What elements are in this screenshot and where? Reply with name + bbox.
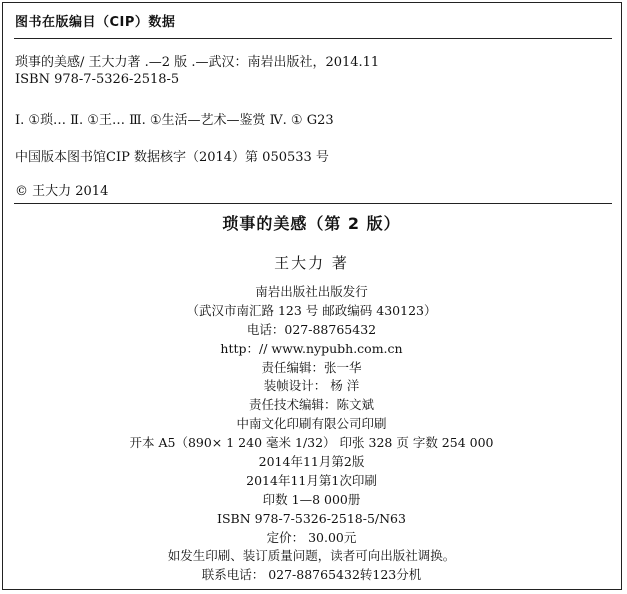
- print-run-line: 印数 1—8 000册: [262, 491, 361, 507]
- printer-line: 中南文化印刷有限公司印刷: [236, 416, 387, 432]
- address-line: （武汉市南汇路 123 号 邮政编码 430123）: [186, 302, 437, 318]
- edition-line: 2014年11月第2版: [258, 454, 365, 470]
- notice-line: 如发生印刷、装订质量问题，读者可向出版社调换。: [167, 548, 456, 564]
- url-line: http：// www.nypubh.com.cn: [220, 340, 403, 356]
- cip-subjects-line: Ⅰ. ①琐… Ⅱ. ①王… Ⅲ. ①生活—艺术—鉴赏 Ⅳ. ① G23: [15, 113, 334, 128]
- book-title: 琐事的美感（第 2 版）: [222, 214, 401, 233]
- cip-bottom-rule: [14, 203, 612, 204]
- book-author: 王大力 著: [274, 254, 349, 272]
- phone-line: 电话：027-88765432: [246, 321, 377, 337]
- isbn-full-line: ISBN 978-7-5326-2518-5/N63: [217, 510, 406, 526]
- cip-number-line: 中国版本图书馆CIP 数据核字（2014）第 050533 号: [15, 150, 329, 165]
- cip-top-rule: [14, 38, 612, 39]
- cip-header: 图书在版编目（CIP）数据: [15, 15, 176, 30]
- publisher-line: 南岩出版社出版发行: [255, 284, 368, 299]
- copyright-line: © 王大力 2014: [15, 184, 109, 199]
- price-line: 定价： 30.00元: [266, 529, 357, 545]
- editor-line: 责任编辑：张一华: [261, 359, 362, 375]
- contact-line: 联系电话： 027-88765432转123分机: [201, 567, 422, 583]
- tech-editor-line: 责任技术编辑：陈文斌: [248, 397, 374, 413]
- designer-line: 装帧设计： 杨 洋: [263, 378, 360, 394]
- printing-line: 2014年11月第1次印刷: [246, 472, 377, 488]
- format-line: 开本 A5（890× 1 240 毫米 1/32） 印张 328 页 字数 254 000: [129, 435, 494, 451]
- cip-record-line: 琐事的美感/ 王大力著 .—2 版 .—武汉：南岩出版社，2014.11: [15, 55, 380, 70]
- publication-info: [0, 283, 623, 585]
- cip-isbn-line: ISBN 978-7-5326-2518-5: [15, 72, 180, 87]
